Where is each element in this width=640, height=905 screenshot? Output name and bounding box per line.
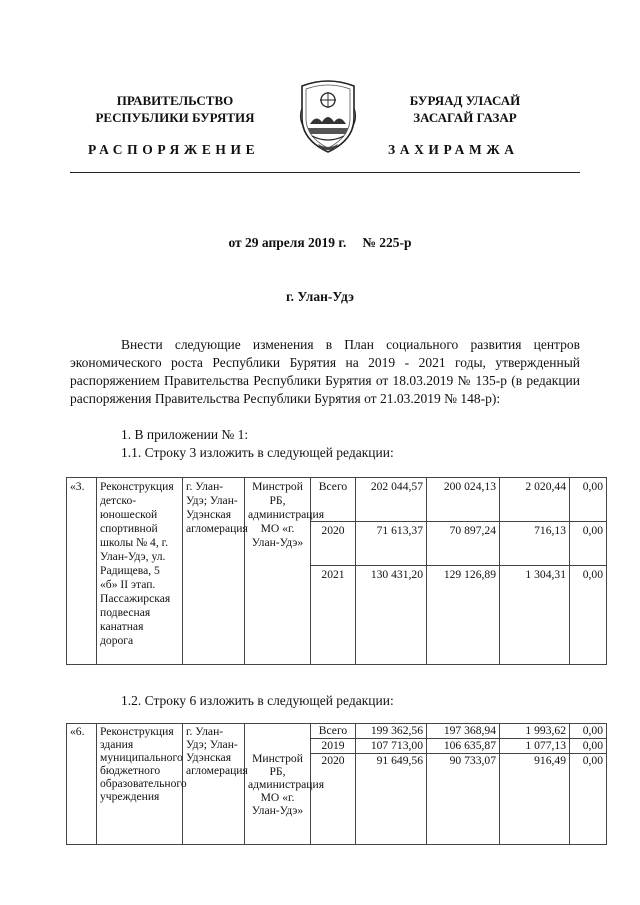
decree-date: от 29 апреля 2019 г.	[228, 235, 347, 250]
object-name: Реконструкция детско-юношеской спортивной школы № 4, г. Улан-Удэ, ул. Радищева, 5 «б» II этап. Пассажирская подвесная канатная дорога	[97, 478, 183, 665]
year-cell: 2021	[311, 566, 356, 665]
value-cell: 0,00	[570, 522, 607, 566]
header-right-line2: ЗАСАГАЙ ГАЗАР	[413, 110, 517, 125]
row-3-table	[66, 477, 607, 665]
value-cell: 0,00	[570, 566, 607, 665]
value-cell: 1 304,31	[500, 566, 570, 665]
value-cell: 716,13	[500, 522, 570, 566]
row-number: «3.	[67, 478, 97, 665]
value-cell: 130 431,20	[356, 566, 427, 665]
responsible-org: Минстрой РБ, администрация МО «г. Улан-Удэ»	[245, 478, 311, 665]
value-cell: 0,00	[570, 739, 607, 754]
value-cell: 90 733,07	[427, 754, 500, 845]
value-cell: 0,00	[570, 754, 607, 845]
header-left-line2: РЕСПУБЛИКИ БУРЯТИЯ	[95, 110, 255, 125]
header-left-line1: ПРАВИТЕЛЬСТВО	[116, 93, 234, 108]
territory: г. Улан-Удэ; Улан-Удэнская агломерация	[183, 478, 245, 665]
decree-city: г. Улан-Удэ	[286, 289, 354, 304]
order-title-ru: РАСПОРЯЖЕНИЕ	[88, 142, 260, 157]
territory: г. Улан-Удэ; Улан-Удэнская агломерация	[183, 724, 245, 845]
year-cell: 2019	[311, 739, 356, 754]
value-cell: 106 635,87	[427, 739, 500, 754]
year-cell: Всего	[311, 478, 356, 522]
year-cell: Всего	[311, 724, 356, 739]
responsible-org: Минстрой РБ, администрация МО «г. Улан-Удэ»	[245, 724, 311, 845]
order-title-bur: ЗАХИРАМЖА	[388, 142, 519, 157]
header-left	[70, 92, 280, 126]
coat-of-arms-buryatia-icon	[296, 78, 360, 154]
row-number: «6.	[67, 724, 97, 845]
header-divider	[70, 172, 580, 173]
header-right-line1: БУРЯАД УЛАСАЙ	[409, 93, 521, 108]
value-cell: 202 044,57	[356, 478, 427, 522]
value-cell: 200 024,13	[427, 478, 500, 522]
value-cell: 197 368,94	[427, 724, 500, 739]
value-cell: 916,49	[500, 754, 570, 845]
item-1-1: 1.1. Строку 3 изложить в следующей редакции:	[121, 445, 394, 460]
decree-date-line	[0, 235, 640, 251]
value-cell: 70 897,24	[427, 522, 500, 566]
body-paragraph: Внести следующие изменения в План социального развития центров экономического роста Республики Бурятия на 2019 - 2021 годы, утвержденный распоряжением Правительства Республики Бурятия от 18.03.2019 № 135-р (в редакции распоряжения Правительства Республики Бурятия от 21.03.2019 № 148-р):	[70, 337, 580, 406]
header-right	[365, 92, 565, 126]
value-cell: 107 713,00	[356, 739, 427, 754]
year-cell: 2020	[311, 754, 356, 845]
value-cell: 91 649,56	[356, 754, 427, 845]
value-cell: 2 020,44	[500, 478, 570, 522]
object-name: Реконструкция здания муниципального бюджетного образовательного учреждения	[97, 724, 183, 845]
item-1: 1. В приложении № 1:	[121, 427, 249, 442]
value-cell: 0,00	[570, 478, 607, 522]
value-cell: 71 613,37	[356, 522, 427, 566]
row-6-table	[66, 723, 607, 845]
value-cell: 129 126,89	[427, 566, 500, 665]
item-1-2: 1.2. Строку 6 изложить в следующей редакции:	[121, 693, 394, 708]
value-cell: 199 362,56	[356, 724, 427, 739]
value-cell: 1 077,13	[500, 739, 570, 754]
value-cell: 0,00	[570, 724, 607, 739]
year-cell: 2020	[311, 522, 356, 566]
decree-number: № 225-р	[362, 235, 412, 250]
value-cell: 1 993,62	[500, 724, 570, 739]
